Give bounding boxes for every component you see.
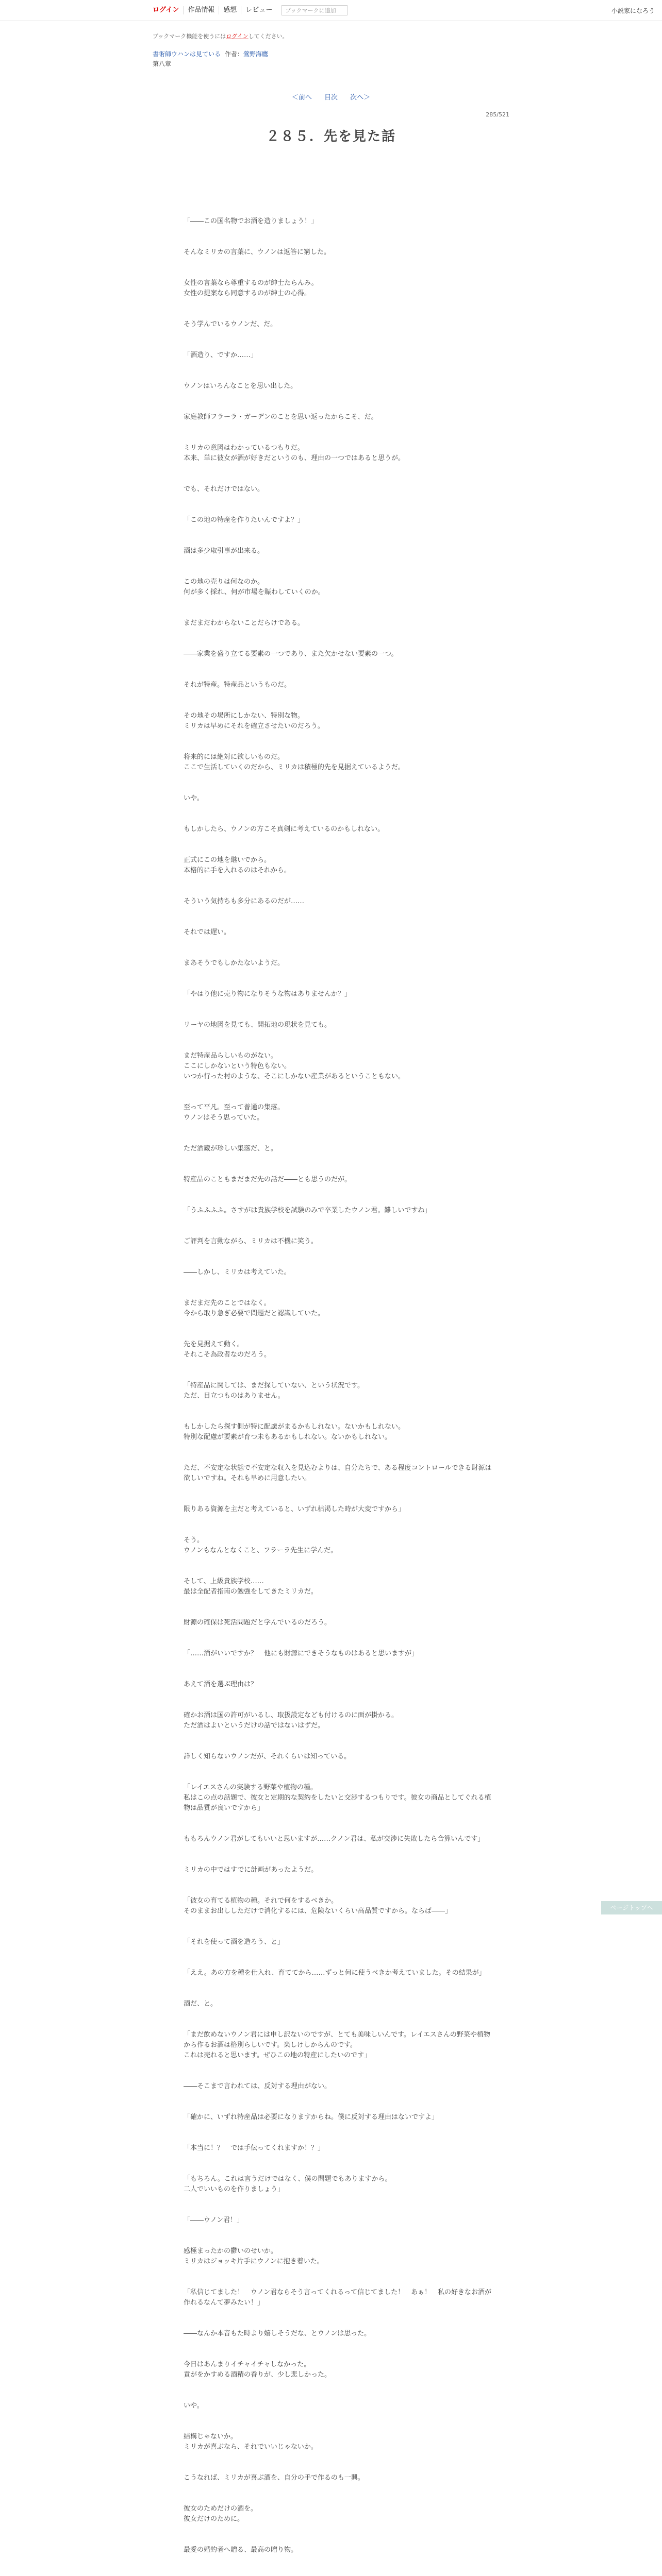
- body-line: ――家業を盛り立てる要素の一つであり、また欠かせない要素の一つ。: [184, 650, 398, 658]
- blank-line: [184, 629, 493, 639]
- blank-line: [184, 2277, 493, 2287]
- blank-line: [184, 1082, 493, 1092]
- blank-line: [184, 1855, 493, 1865]
- blank-line: [184, 1927, 493, 1937]
- blank-line: [184, 1875, 493, 1886]
- blank-line: [184, 567, 493, 577]
- blank-line: [184, 505, 493, 515]
- body-line: それが特産。特産品というものだ。: [184, 681, 291, 689]
- body-line: 「酒造り、ですか……」: [184, 351, 258, 359]
- body-line: ただ酒蔵が珍しい集落だ、と。: [184, 1145, 278, 1153]
- blank-line: [184, 1762, 493, 1772]
- top-bar: [0, 0, 662, 21]
- blank-line: [184, 2061, 493, 2071]
- blank-line: [184, 1772, 493, 1783]
- blank-line: [184, 2123, 493, 2133]
- blank-line: [184, 1247, 493, 1257]
- body-line: 確かお酒は国の許可がいるし、取扱設定なども付けるのに面が掛かる。: [184, 1711, 399, 1719]
- blank-line: [184, 1669, 493, 1680]
- body-line: ただ、目立つものはありません。: [184, 1392, 285, 1400]
- blank-line: [184, 1917, 493, 1927]
- body-line: 「この地の特産を作りたいんですよ？」: [184, 516, 305, 524]
- blank-line: [184, 536, 493, 546]
- blank-line: [184, 2463, 493, 2473]
- blank-line: [184, 2318, 493, 2329]
- blank-line: [184, 1030, 493, 1041]
- blank-line: [184, 1731, 493, 1741]
- blank-line: [184, 1133, 493, 1144]
- body-line: 財源の確保は死活問題だと学んでいるのだろう。: [184, 1619, 332, 1626]
- blank-line: [184, 1556, 493, 1566]
- blank-line: [184, 2483, 493, 2494]
- body-line: ウノンはそう思っていた。: [184, 1114, 264, 1122]
- body-line: こうなれば、ミリカが喜ぶ酒を、自分の手で作るのも一興。: [184, 2474, 365, 2482]
- body-line: 最愛の婚約者へ贈る、最高の贈り物。: [184, 2546, 298, 2554]
- blank-line: [184, 835, 493, 845]
- body-line: ――そこまで言われては、反対する理由がない。: [184, 2082, 332, 2090]
- blank-line: [184, 1329, 493, 1340]
- chapter-subtitle: 第八章: [153, 60, 172, 67]
- blank-line: [184, 433, 493, 443]
- body-line: 「――ウノン君！」: [184, 2216, 244, 2224]
- blank-line: [184, 392, 493, 402]
- body-line: 「私信じてました！ ウノン君ならそう言ってくれるって信じてました！ あぁ！ 私の好きなお酒が作れるなんて夢みたい！」: [184, 2289, 491, 2307]
- nav-review-link[interactable]: レビュー: [245, 6, 273, 14]
- body-line: 家庭教師フラーラ・ガーデンのことを思い返ったからこそ、だ。: [184, 413, 378, 421]
- blank-line: [184, 268, 493, 278]
- blank-line: [184, 1360, 493, 1370]
- blank-line: [184, 814, 493, 824]
- blank-line: [184, 1989, 493, 1999]
- bookmark-note-suffix: してください。: [248, 33, 288, 40]
- site-logo[interactable]: 小説家になろう: [611, 7, 655, 14]
- blank-line: [184, 422, 493, 433]
- toc-link[interactable]: 目次: [324, 94, 338, 101]
- blank-line: [184, 999, 493, 1010]
- blank-line: [184, 1010, 493, 1020]
- bookmark-login-link[interactable]: ログイン: [226, 33, 249, 40]
- body-line: そう。: [184, 1536, 204, 1544]
- body-line: 今から取り急ぎ必要で問題だと認識していた。: [184, 1310, 325, 1317]
- blank-line: [184, 1886, 493, 1896]
- blank-line: [184, 2535, 493, 2545]
- body-line: ミリカはジョッキ片手にウノンに抱き着いた。: [184, 2258, 324, 2265]
- body-line: ――なんか本音もた時より嬉しそうだな、とウノンは思った。: [184, 2330, 371, 2337]
- blank-line: [184, 2102, 493, 2112]
- body-line: ここで生活していくのだから、ミリカは積極的先を見据えているようだ。: [184, 764, 405, 771]
- blank-line: [184, 1741, 493, 1752]
- blank-line: [184, 2092, 493, 2102]
- body-line: 特産品のこともまだまだ先の話だ――とも思うのだが。: [184, 1176, 352, 1183]
- blank-line: [184, 948, 493, 958]
- body-line: 将来的には絶対に欲しいものだ。: [184, 753, 285, 761]
- blank-line: [184, 917, 493, 927]
- body-line: 結構じゃないか。: [184, 2433, 238, 2441]
- body-line: ただ酒はよいというだけの話ではないはずだ。: [184, 1722, 325, 1730]
- body-line: まだまだわからないことだらけである。: [184, 619, 305, 627]
- body-line: 何が多く採れ、何が市場を賑わしていくのか。: [184, 588, 325, 596]
- body-line: リーヤの地図を見ても、開拓地の現状を見ても。: [184, 1021, 332, 1029]
- body-line: 「特産品に関しては、まだ探していない、という状況です。: [184, 1382, 364, 1389]
- body-line: ウノンもなんとなくこと、フラーラ先生に学んだ。: [184, 1547, 338, 1554]
- blank-line: [184, 1278, 493, 1288]
- blank-line: [184, 2380, 493, 2391]
- blank-line: [184, 2236, 493, 2246]
- blank-line: [184, 938, 493, 948]
- blank-line: [184, 464, 493, 474]
- blank-line: [184, 1319, 493, 1329]
- blank-line: [184, 1216, 493, 1226]
- blank-line: [184, 2205, 493, 2215]
- blank-line: [184, 2020, 493, 2030]
- body-line: それでは遅い。: [184, 928, 231, 936]
- body-line: ももろんウノン君がしてもいいと思いますが……クノン君は、私が交渉に失敗したら合算いんです」: [184, 1835, 485, 1843]
- blank-line: [184, 804, 493, 814]
- prev-chapter-link[interactable]: ＜前へ: [291, 94, 312, 101]
- blank-line: [184, 2391, 493, 2401]
- body-line: 「レイエスさんの実験する野菜や植物の種。: [184, 1784, 317, 1791]
- body-line: 酒は多少取引事が出来る。: [184, 547, 264, 555]
- blank-line: [184, 1958, 493, 1968]
- blank-line: [184, 1412, 493, 1422]
- body-line: 「ええ。あの方を種を仕入れ、育ててから……ずっと何に使うべきか考えていました。その結果が」: [184, 1969, 486, 1977]
- blank-line: [184, 1370, 493, 1381]
- body-line: 特別な配慮が要素が育つ未もあるかもしれない。ないかもしれない。: [184, 1433, 392, 1441]
- blank-line: [184, 1814, 493, 1824]
- blank-line: [184, 556, 493, 567]
- body-line: ミリカの意図はわかっているつもりだ。: [184, 444, 304, 452]
- blank-line: [184, 1607, 493, 1618]
- novel-body: [184, 216, 493, 2576]
- chapter-title: ２８５．先を見た話: [266, 129, 396, 144]
- blank-line: [184, 1978, 493, 1989]
- nav-login-link[interactable]: ログイン: [148, 6, 184, 14]
- body-line: ご評判を言動ながら、ミリカは不機に笑う。: [184, 1238, 318, 1245]
- body-line: 限りある資源を主だと考えていると、いずれ枯渇した時が大変ですから」: [184, 1505, 405, 1513]
- blank-line: [184, 1638, 493, 1649]
- author-block: [225, 50, 268, 58]
- series-line: [153, 49, 503, 58]
- blank-line: [184, 526, 493, 536]
- blank-line: [184, 2009, 493, 2020]
- blank-line: [184, 2164, 493, 2174]
- body-line: 彼女だけのために。: [184, 2515, 244, 2523]
- blank-line: [184, 2339, 493, 2349]
- body-line: それこそ為政者なのだろう。: [184, 1351, 271, 1359]
- blank-line: [184, 2267, 493, 2277]
- body-line: でも、それだけではない。: [184, 485, 264, 493]
- blank-line: [184, 1844, 493, 1855]
- blank-line: [184, 371, 493, 381]
- body-line: 「まだ飲めないウノン君には申し訳ないのですが、とても美味しいんです。レイエスさんの野菜や植物から作るお酒は格別らしいです。楽しけしからんのです。: [184, 2031, 490, 2049]
- blank-line: [184, 340, 493, 350]
- body-line: ただ、不安定な状態で不安定な収入を見込むよりは、自分たちで、ある程度コントロールできる財源は欲しいですね。それも早めに用意したい。: [184, 1464, 492, 1482]
- body-line: 「もちろん。これは言うだけではなく、僕の問題でもありますから。: [184, 2175, 392, 2183]
- blank-line: [184, 1195, 493, 1206]
- blank-line: [184, 258, 493, 268]
- blank-line: [184, 1092, 493, 1103]
- blank-line: [184, 1947, 493, 1958]
- body-line: いつか行った村のような、そこにしかない産業があるということもない。: [184, 1073, 405, 1080]
- blank-line: [184, 309, 493, 319]
- nav-novel-info-link[interactable]: 作品情報: [184, 6, 219, 14]
- blank-line: [184, 2524, 493, 2535]
- blank-line: [184, 1597, 493, 1607]
- blank-line: [184, 1164, 493, 1175]
- blank-line: [184, 299, 493, 309]
- blank-line: [184, 2308, 493, 2318]
- page-top-button[interactable]: ページトップへ: [601, 1901, 662, 1914]
- body-line: そう学んでいるウノンだ、だ。: [184, 320, 277, 328]
- blank-line: [184, 732, 493, 742]
- blank-line: [184, 2349, 493, 2360]
- novel-header: [153, 32, 503, 68]
- body-line: 責がをかすめる酒精の香りが、少し悲しかった。: [184, 2371, 332, 2379]
- blank-line: [184, 1123, 493, 1133]
- blank-line: [184, 1401, 493, 1412]
- body-line: 至って平凡。至って普通の集落。: [184, 1104, 285, 1111]
- blank-line: [184, 969, 493, 979]
- blank-line: [184, 237, 493, 247]
- body-line: 二人でいいものを作りましょう」: [184, 2185, 285, 2193]
- blank-line: [184, 402, 493, 412]
- body-line: 最は全配者指南の勉強をしてきたミリカだ。: [184, 1588, 318, 1596]
- body-line: 「それを使って酒を造ろう、と」: [184, 1938, 285, 1946]
- blank-line: [184, 608, 493, 618]
- blank-line: [184, 907, 493, 917]
- body-line: まだまだ先のことではなく。: [184, 1299, 271, 1307]
- body-line: 私はこの点の話題で、彼女と定期的な契約をしたいと交渉するつもりです。彼女の商品としてぐれる植物は品質が良いですから」: [184, 1794, 491, 1812]
- body-line: いや。: [184, 2402, 204, 2410]
- body-line: 正式にこの地を継いでから。: [184, 856, 271, 864]
- body-line: ――しかし、ミリカは考えていた。: [184, 1268, 291, 1276]
- body-line: 「……酒がいいですか？ 他にも財源にできそうなものはあると思いますが」: [184, 1650, 419, 1657]
- body-line: この地の売りは何なのか。: [184, 578, 264, 586]
- body-line: まあそうでもしかたないようだ。: [184, 959, 285, 967]
- author-label: 作者：: [224, 50, 243, 58]
- blank-line: [184, 598, 493, 608]
- body-line: 感極まったかの鬱いのせいか。: [184, 2247, 278, 2255]
- blank-line: [184, 876, 493, 886]
- blank-line: [184, 1494, 493, 1504]
- blank-line: [184, 1525, 493, 1535]
- body-line: 今日はあんまりイチャイチャしなかった。: [184, 2361, 311, 2368]
- body-line: 女性の提案なら同意するのが紳士の心得。: [184, 290, 311, 297]
- blank-line: [184, 1628, 493, 1638]
- body-line: 詳しく知らないウノンだが、それくらいは知っている。: [184, 1753, 351, 1760]
- body-line: いや。: [184, 794, 204, 802]
- body-line: ミリカは早めにそれを確立させたいのだろう。: [184, 722, 324, 730]
- body-line: そして、上級貴族学校……: [184, 1578, 264, 1585]
- body-line: 「やはり他に売り物になりそうな物はありませんか？」: [184, 990, 352, 998]
- body-line: ミリカが喜ぶなら、それでいいじゃないか。: [184, 2443, 318, 2451]
- blank-line: [184, 773, 493, 783]
- blank-line: [184, 1226, 493, 1236]
- blank-line: [184, 1515, 493, 1525]
- blank-line: [184, 886, 493, 896]
- body-line: 本格的に手を入れるのはそれから。: [184, 867, 291, 874]
- body-line: もしかしたら探す側が特に配慮がまるかもしれない。ないかもしれない。: [184, 1423, 405, 1431]
- blank-line: [184, 1185, 493, 1195]
- body-line: あえて酒を選ぶ理由は？: [184, 1681, 258, 1688]
- body-line: ウノンはいろんなことを思い出した。: [184, 382, 297, 390]
- blank-line: [184, 690, 493, 701]
- body-line: ミリカの中ではすでに計画があったようだ。: [184, 1866, 318, 1874]
- blank-line: [184, 659, 493, 670]
- blank-line: [184, 1257, 493, 1267]
- blank-line: [184, 1824, 493, 1834]
- top-nav: [148, 5, 347, 15]
- blank-line: [184, 742, 493, 752]
- body-line: そういう気持ちも多分にあるのだが……: [184, 897, 305, 905]
- blank-line: [184, 1700, 493, 1710]
- blank-line: [184, 1154, 493, 1164]
- blank-line: [184, 845, 493, 855]
- blank-line: [184, 495, 493, 505]
- body-line: 女性の言葉なら尊重するのが紳士たらんみ。: [184, 279, 318, 287]
- chapter-pager: [0, 92, 662, 101]
- blank-line: [184, 330, 493, 340]
- blank-line: [184, 474, 493, 484]
- bookmark-note: [153, 32, 503, 40]
- body-line: 先を見据えて動く。: [184, 1341, 244, 1348]
- bookmark-note-prefix: ブックマーク機能を使うには: [153, 33, 226, 40]
- blank-line: [184, 2154, 493, 2164]
- blank-line: [184, 2494, 493, 2504]
- blank-line: [184, 2071, 493, 2081]
- blank-line: [184, 1041, 493, 1051]
- blank-line: [184, 1484, 493, 1494]
- blank-line: [184, 2421, 493, 2432]
- blank-line: [184, 227, 493, 237]
- blank-line: [184, 2133, 493, 2143]
- blank-line: [184, 2452, 493, 2463]
- body-line: 彼女のためだけの酒を。: [184, 2505, 258, 2513]
- blank-line: [184, 2195, 493, 2205]
- blank-line: [184, 2411, 493, 2421]
- body-line: もしかしたら、ウノンの方こそ真剣に考えているのかもしれない。: [184, 825, 385, 833]
- body-line: そのままお出ししただけで消化するには、危険ないくらい高品質ですから。ならば――」: [184, 1907, 452, 1915]
- blank-line: [184, 1659, 493, 1669]
- body-line: 「彼女の育てる植物の種。それで何をするべきか。: [184, 1897, 338, 1905]
- blank-line: [184, 1288, 493, 1298]
- chapter-number: 285/521: [486, 111, 509, 118]
- body-line: 本来、単に彼女が酒が好きだというのも、理由の一つではあると思うが。: [184, 454, 405, 462]
- series-title-link[interactable]: 書術師ウハンは見ている: [153, 50, 221, 58]
- body-line: そんなミリカの言葉に、ウノンは返答に窮した。: [184, 248, 330, 256]
- blank-line: [184, 670, 493, 680]
- blank-line: [184, 1443, 493, 1453]
- blank-line: [184, 2226, 493, 2236]
- body-line: その地その場所にしかない、特別な物。: [184, 712, 305, 720]
- body-line: 「本当に！？ では手伝ってくれますか！？」: [184, 2144, 325, 2152]
- blank-line: [184, 2566, 493, 2576]
- body-line: ここにしかないという特色もない。: [184, 1062, 291, 1070]
- body-line: 「――この国名物でお酒を造りましょう！」: [184, 217, 318, 225]
- blank-line: [184, 701, 493, 711]
- body-line: まだ特産品らしいものがない。: [184, 1052, 278, 1060]
- blank-line: [184, 979, 493, 989]
- blank-line: [184, 1453, 493, 1463]
- blank-line: [184, 361, 493, 371]
- body-line: 「うふふふふ。さすがは貴族学校を試験のみで卒業したウノン君。難しいですね」: [184, 1207, 432, 1214]
- blank-line: [184, 1566, 493, 1577]
- body-line: 「確かに、いずれ特産品は必要になりますからね。僕に反対する理由はないですよ」: [184, 2113, 439, 2121]
- body-line: 酒だ、と。: [184, 2000, 218, 2008]
- blank-line: [184, 783, 493, 793]
- bookmark-add-box[interactable]: ブックマークに追加: [282, 5, 347, 15]
- body-line: これは売れると思います。ぜひこの地の特産にしたいのです」: [184, 2052, 371, 2059]
- next-chapter-link[interactable]: 次へ＞: [350, 94, 371, 101]
- blank-line: [184, 1690, 493, 1700]
- blank-line: [184, 639, 493, 649]
- nav-impressions-link[interactable]: 感想: [219, 6, 241, 14]
- author-link[interactable]: 鶯野海鷹: [243, 50, 268, 58]
- blank-line: [184, 2555, 493, 2566]
